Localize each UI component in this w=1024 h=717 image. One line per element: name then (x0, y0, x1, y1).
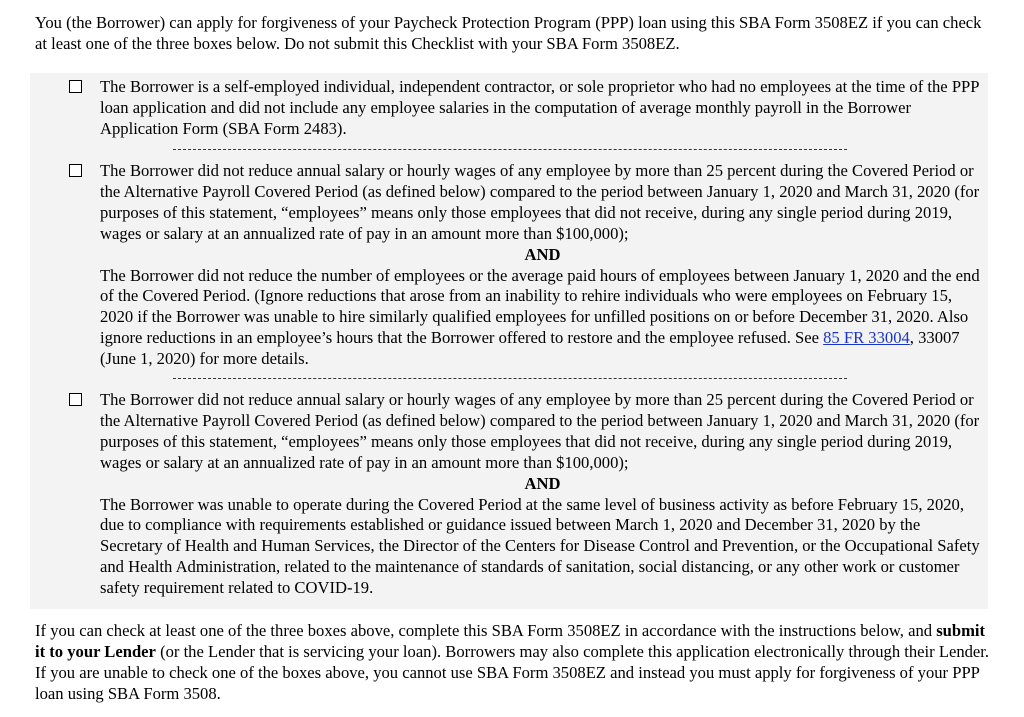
option-2-text-b-after: , 33007 (June 1, 2020) for more details. (100, 328, 960, 369)
option-3-and: AND (524, 473, 561, 493)
option-3 (100, 390, 985, 599)
intro-paragraph: You (the Borrower) can apply for forgiveness of your Paycheck Protection Program (PPP) loan using this SBA Form 3508EZ if you can check at least one of the three boxes below. Do not submit this Checklist with your SBA Form 3508EZ. (35, 13, 982, 53)
option-2-checkbox[interactable] (69, 164, 82, 177)
separator-1 (173, 149, 847, 150)
option-2-text-b-before: The Borrower did not reduce the number of employees or the average paid hours of employees between January 1, 2020 and the end of the Covered Period. (Ignore reductions that arose from an inability to rehire individuals who were employees on February 15, 2020 if the Borrower was unable to hire similarly qualified employees for unfilled positions on or before December 31, 2020. Also ignore reductions in an employee’s hours that the Borrower offered to restore and the employee refused. See (100, 265, 980, 348)
separator-2 (173, 378, 847, 379)
outro-part1: If you can check at least one of the three boxes above, complete this SBA Form 3508EZ in accordance with the instructions below, and (35, 621, 937, 640)
option-1-text: The Borrower is a self-employed individual, independent contractor, or sole proprietor who had no employees at the time of the PPP loan application and did not include any employee salaries in the computation of average monthly payroll in the Borrower Application Form (SBA Form 2483). (100, 77, 979, 138)
option-1-checkbox[interactable] (69, 80, 82, 93)
option-3-text-b: The Borrower was unable to operate during the Covered Period at the same level of business activity as before February 15, 2020, due to compliance with requirements established or guidance issued between March 1, 2020 and December 31, 2020 by the Secretary of Health and Human Services, the Director of the Centers for Disease Control and Prevention, or the Occupational Safety and Health Administration, related to the maintenance of standards of sanitation, social distancing, or any other work or customer safety requirement related to COVID-19. (100, 494, 980, 598)
outro-paragraph (35, 621, 995, 705)
option-3-text-a: The Borrower did not reduce annual salary or hourly wages of any employee by more than 25 percent during the Covered Period or the Alternative Payroll Covered Period (as defined below) compared to the period between January 1, 2020 and March 31, 2020 (for purposes of this statement, “employees” means only those employees that did not receive, during any single period during 2019, wages or salary at an annualized rate of pay in an amount more than $100,000); (100, 390, 980, 472)
option-2-text-a: The Borrower did not reduce annual salary or hourly wages of any employee by more than 25 percent during the Covered Period or the Alternative Payroll Covered Period (as defined below) compared to the period between January 1, 2020 and March 31, 2020 (for purposes of this statement, “employees” means only those employees that did not receive, during any single period during 2019, wages or salary at an annualized rate of pay in an amount more than $100,000); (100, 161, 980, 243)
outro-part2: (or the Lender that is servicing your loan). Borrowers may also complete this application electronically through their Lender. If you are unable to check one of the boxes above, you cannot use SBA Form 3508EZ and instead you must apply for forgiveness of your PPP loan using SBA Form 3508. (35, 641, 990, 703)
option-2-text-b (100, 266, 985, 371)
option-2 (100, 161, 985, 370)
option-3-checkbox[interactable] (69, 393, 82, 406)
option-1 (100, 77, 985, 140)
fr-citation-link[interactable]: 85 FR 33004 (823, 328, 910, 348)
option-2-and: AND (524, 244, 561, 264)
outro-bold: submit it to your Lender (35, 621, 986, 661)
